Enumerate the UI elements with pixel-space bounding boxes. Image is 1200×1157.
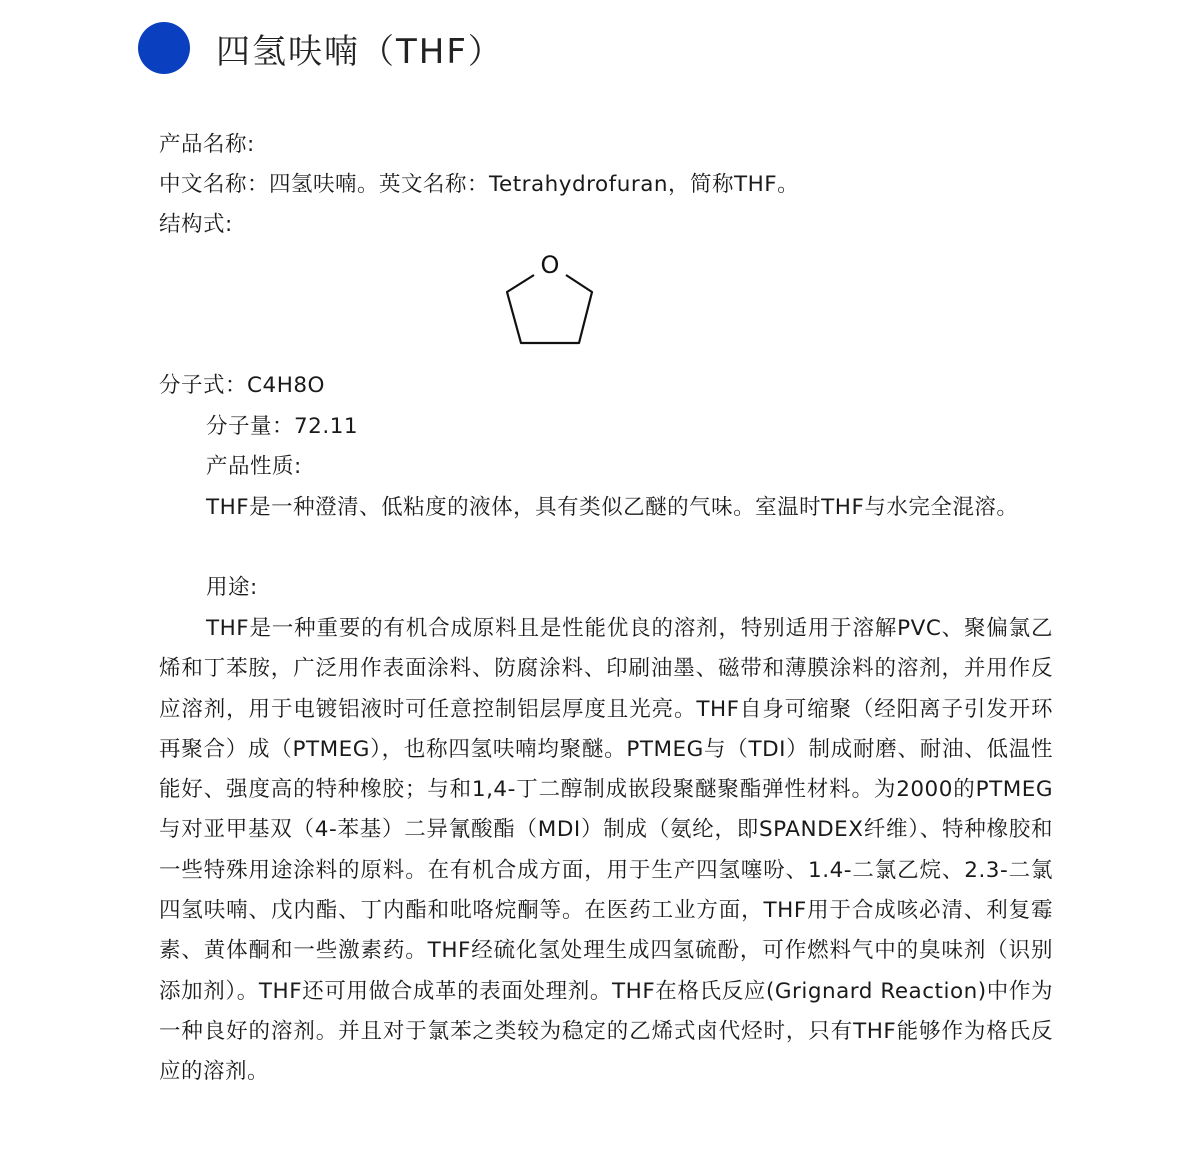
names-line: 中文名称：四氢呋喃。英文名称：Tetrahydrofuran，简称THF。 — [159, 172, 800, 197]
formula-line: 分子式：C4H8O — [159, 373, 325, 398]
ring-bonds — [507, 275, 592, 343]
properties-label: 产品性质: — [206, 454, 302, 479]
uses-label: 用途: — [206, 575, 258, 600]
properties-paragraph — [159, 488, 1053, 528]
properties-text: THF是一种澄清、低粘度的液体，具有类似乙醚的气味。室温时THF与水完全混溶。 — [206, 495, 1019, 520]
oxygen-atom-label: O — [540, 251, 560, 279]
molecular-weight-line: 分子量：72.11 — [206, 414, 359, 439]
uses-text: THF是一种重要的有机合成原料且是性能优良的溶剂，特别适用于溶解PVC、聚偏氯乙烯和丁苯胺，广泛用作表面涂料、防腐涂料、印刷油墨、磁带和薄膜涂料的溶剂，并用作反应溶剂，用于电镀铝液时可任意控制铝层厚度且光亮。THF自身可缩聚（经阳离子引发开环再聚合）成（PTMEG），也称四氢呋喃均聚醚。PTMEG与（TDI）制成耐磨、耐油、低温性能好、强度高的特种橡胶；与和1,4-丁二醇制成嵌段聚醚聚酯弹性材料。为2000的PTMEG与对亚甲基双（4-苯基）二异氰酸酯（MDI）制成（氨纶，即SPANDEX纤维）、特种橡胶和一些特殊用途涂料的原料。在有机合成方面，用于生产四氢噻吩、1.4-二氯乙烷、2.3-二氯四氢呋喃、戊内酯、丁内酯和吡咯烷酮等。在医药工业方面，THF用于合成咳必清、利复霉素、黄体酮和一些激素药。THF经硫化氢处理生成四氢硫酚，可作燃料气中的臭味剂（识别添加剂）。THF还可用做合成革的表面处理剂。THF在格氏反应(Grignard Reaction)中作为一种良好的溶剂。并且对于氯苯之类较为稳定的乙烯式卤代烃时，只有THF能够作为格氏反应的溶剂。 — [159, 616, 1053, 1085]
product-name-label: 产品名称: — [159, 132, 255, 157]
page-title: 四氢呋喃（THF） — [216, 32, 504, 72]
thf-structure-diagram — [498, 248, 602, 352]
uses-paragraph — [159, 609, 1053, 1093]
title-bullet-dot — [138, 22, 190, 74]
structure-label: 结构式: — [159, 212, 233, 237]
